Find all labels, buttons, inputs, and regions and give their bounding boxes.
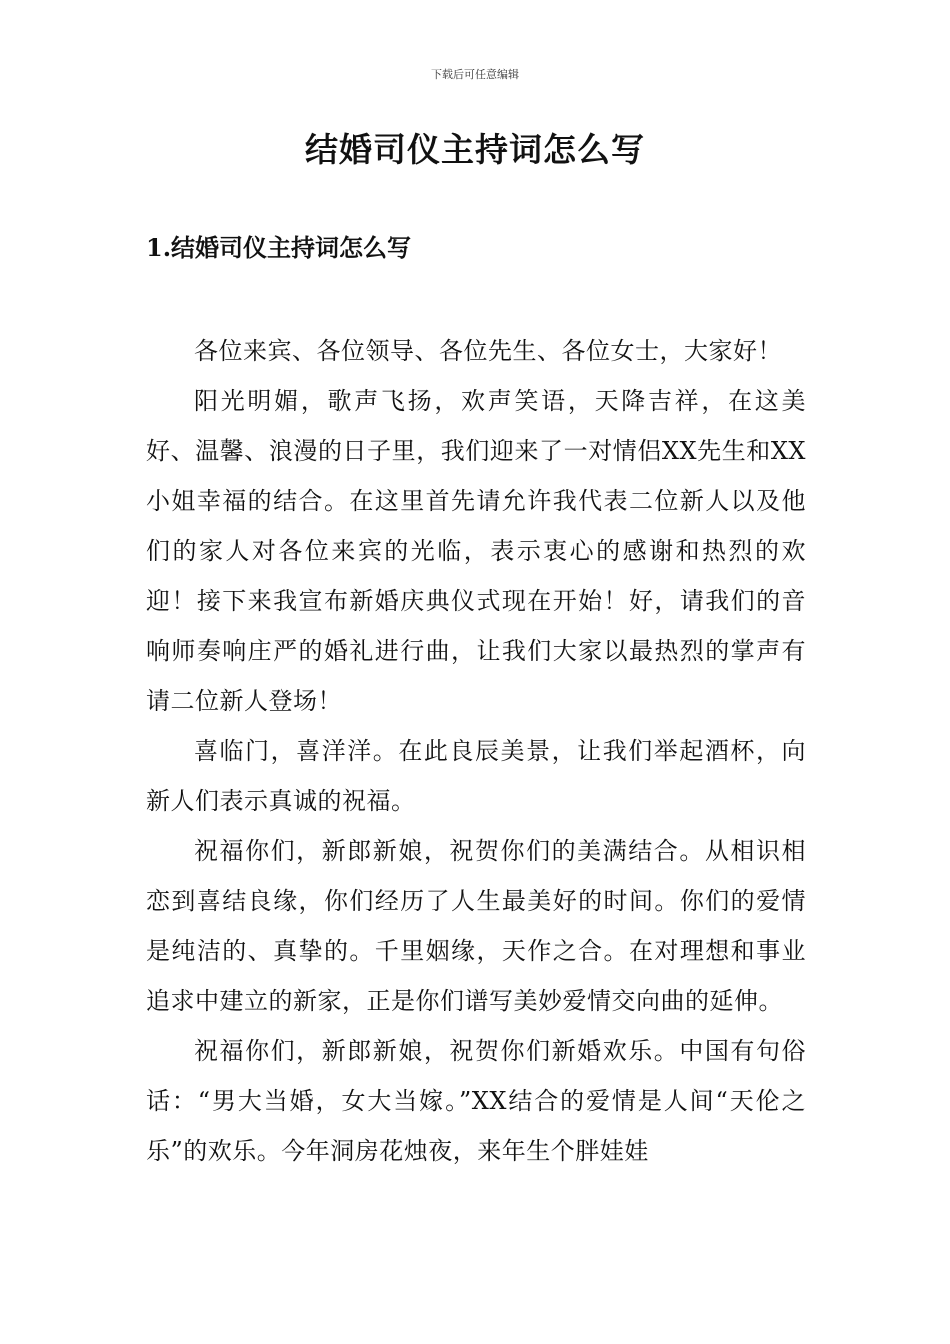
section-heading: 1.结婚司仪主持词怎么写 <box>146 233 412 262</box>
header-note: 下载后可任意编辑 <box>431 68 519 81</box>
paragraph-greeting: 各位来宾、各位领导、各位先生、各位女士，大家好！ <box>194 337 782 365</box>
paragraph-blessing-1: 祝福你们，新郎新娘，祝贺你们的美满结合。从相识相恋到喜结良缘，你们经历了人生最美好的时间。你们的爱情是纯洁的、真挚的。千里姻缘，天作之合。在对理想和事业追求中建立的新家，正是你们谱写美妙爱情交向曲的延伸。 <box>146 837 806 1015</box>
paragraph-opening: 阳光明媚，歌声飞扬，欢声笑语，天降吉祥，在这美好、温馨、浪漫的日子里，我们迎来了一对情侣XX先生和XX小姐幸福的结合。在这里首先请允许我代表二位新人以及他们的家人对各位来宾的光临，表示衷心的感谢和热烈的欢迎！接下来我宣布新婚庆典仪式现在开始！好，请我们的音响师奏响庄严的婚礼进行曲，让我们大家以最热烈的掌声有请二位新人登场！ <box>146 387 806 715</box>
paragraph-toast: 喜临门，喜洋洋。在此良辰美景，让我们举起酒杯，向新人们表示真诚的祝福。 <box>146 737 806 815</box>
paragraph-blessing-2: 祝福你们，新郎新娘，祝贺你们新婚欢乐。中国有句俗话：“男大当婚，女大当嫁。”XX结合的爱情是人间“天伦之乐”的欢乐。今年洞房花烛夜，来年生个胖娃娃 <box>146 1037 806 1165</box>
body-text <box>146 326 806 1176</box>
page-title: 结婚司仪主持词怎么写 <box>305 130 645 169</box>
